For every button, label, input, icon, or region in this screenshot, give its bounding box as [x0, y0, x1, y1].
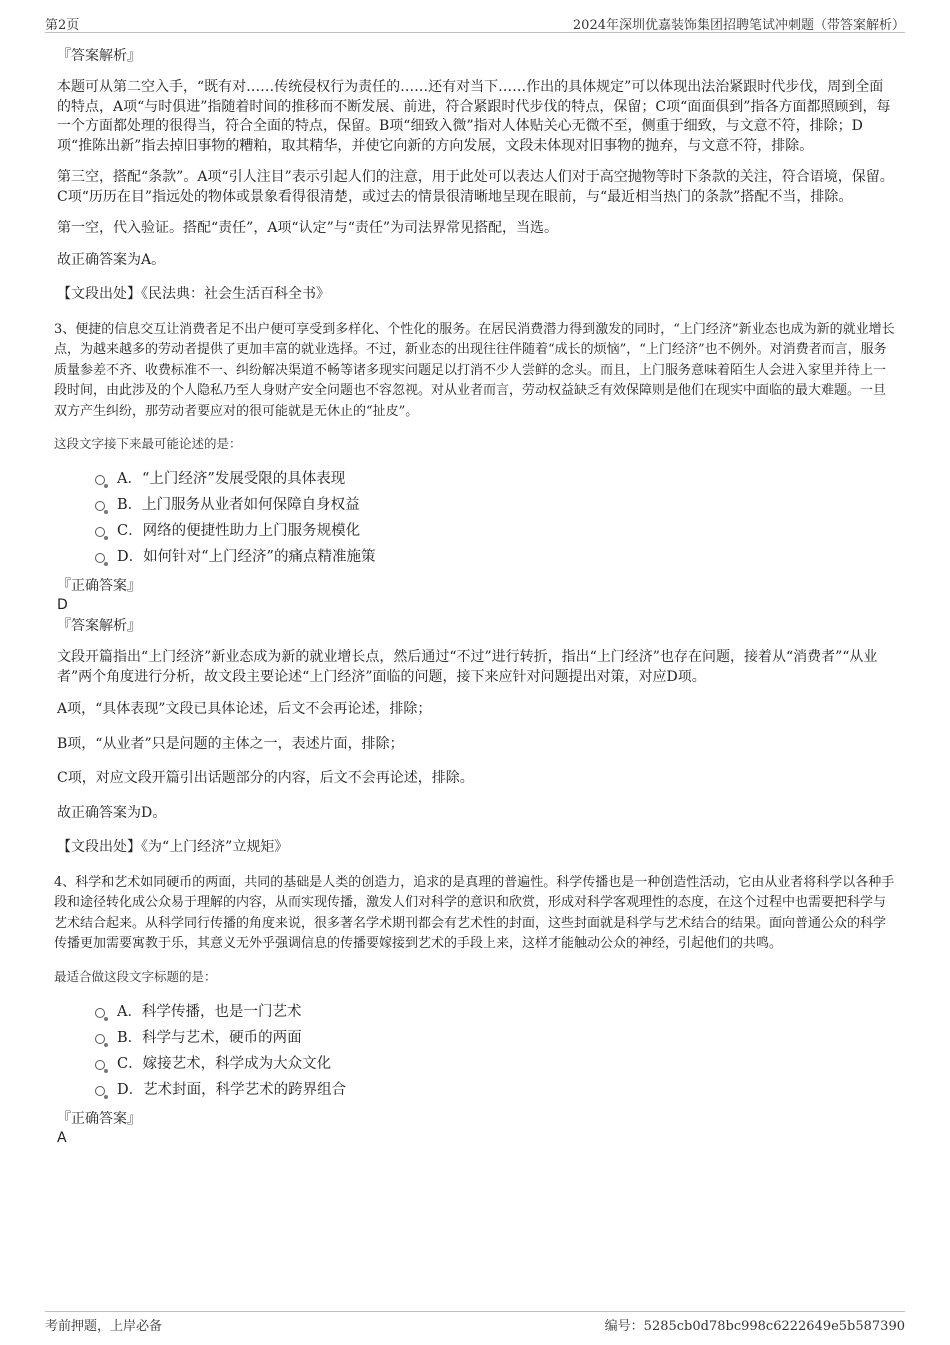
page-number: 第2页 [45, 18, 80, 33]
option-c[interactable] [95, 518, 897, 544]
option-label: B．科学与艺术，硬币的两面 [117, 1029, 302, 1046]
radio-icon[interactable] [95, 1086, 105, 1096]
option-list [95, 466, 897, 570]
analysis-conclusion: 故正确答案为A。 [57, 251, 166, 268]
correct-answer: D [57, 597, 68, 613]
radio-icon[interactable] [95, 1034, 105, 1044]
analysis-paragraph: 本题可从第二空入手，“既有对……传统侵权行为责任的……还有对当下……作出的具体规定”可以体现出法治紧跟时代步伐，周到全面的特点，A项“与时俱进”指随着时间的推移而不断发展、前进，符合紧跟时代步伐的特点，保留；C项“面面俱到”指各方面都照顾到，每一个方面都处理的很得当，符合全面的特点，保留。B项“细致入微”指对人体贴关心无微不至，侧重于细致，与文意不符，排除；D项“推陈出新”指去掉旧事物的糟粕，取其精华，并使它向新的方向发展，文段未体现对旧事物的抛弃，与文意不符，排除。 [57, 79, 891, 154]
option-label: A．科学传播，也是一门艺术 [117, 1003, 302, 1020]
option-b[interactable] [95, 492, 897, 518]
radio-icon[interactable] [95, 1008, 105, 1018]
analysis-paragraph: C项，对应文段开篇引出话题部分的内容，后文不会再论述，排除。 [57, 770, 474, 786]
question-text: 4、科学和艺术如同硬币的两面，共同的基础是人类的创造力，追求的是真理的普遍性。科学传播也是一种创造性活动，它由从业者将科学以各种手段和途径转化成公众易于理解的内容，从而实现传播，激发人们对科学的意识和欣赏，形成对科学客观理性的态度，在这个过程中也需要把科学与艺术结合起来。从科学同行传播的角度来说，很多著名学术期刊都会有艺术性的封面，这些封面就是科学与艺术结合的结果。面向普通公众的科学传播更加需要寓教于乐，其意义无外乎强调信息的传播要嫁接到艺术的手段上来，这样才能触动公众的神经，引起他们的共鸣。 [54, 874, 895, 951]
answer-label: 『正确答案』 [57, 1110, 141, 1127]
radio-icon[interactable] [95, 1060, 105, 1070]
option-label: B．上门服务从业者如何保障自身权益 [117, 497, 360, 513]
source-citation: 【文段出处】《民法典：社会生活百科全书》 [57, 286, 330, 302]
question-prompt: 这段文字接下来最可能论述的是： [54, 436, 242, 451]
option-label: C．嫁接艺术，科学成为大众文化 [117, 1055, 332, 1072]
option-a[interactable] [95, 466, 897, 492]
analysis-conclusion: 故正确答案为D。 [57, 804, 167, 821]
page-header [45, 12, 905, 33]
radio-icon[interactable] [95, 501, 105, 511]
analysis-label: 『答案解析』 [57, 618, 141, 634]
option-d[interactable] [95, 1077, 897, 1103]
question-text: 3、便捷的信息交互让消费者足不出户便可享受到多样化、个性化的服务。在居民消费潜力得到激发的同时，“上门经济”新业态也成为新的就业增长点，为越来越多的劳动者提供了更加丰富的就业选择。不过，新业态的出现往往伴随着“成长的烦恼”，“上门经济”也不例外。对消费者而言，服务质量参差不齐、收费标准不一、纠纷解决渠道不畅等诸多现实问题足以打消不少人尝鲜的念头。而且，上门服务意味着陌生人会进入家里并待上一段时间，由此涉及的个人隐私乃至人身财产安全问题也不容忽视。对从业者而言，劳动权益缺乏有效保障则是他们在现实中面临的最大难题。一旦双方产生纠纷，那劳动者要应对的很可能就是无休止的“扯皮”。 [54, 321, 895, 419]
radio-icon[interactable] [95, 527, 105, 537]
document-title: 2024年深圳优嘉装饰集团招聘笔试冲刺题（带答案解析） [572, 18, 905, 33]
document-code: 编号：5285cb0d78bc998c6222649e5b587390 [604, 1319, 905, 1334]
option-label: D．艺术封面，科学艺术的跨界组合 [117, 1081, 347, 1098]
footer-slogan: 考前押题，上岸必备 [45, 1319, 163, 1334]
analysis-paragraph: B项，“从业者”只是问题的主体之一，表述片面，排除； [57, 735, 404, 752]
question-prompt: 最适合做这段文字标题的是： [54, 968, 217, 984]
analysis-paragraph: 文段开篇指出“上门经济”新业态成为新的就业增长点，然后通过“不过”进行转折，指出“上门经济”也存在问题，接着从“消费者”“从业者”两个角度进行分析，故文段主要论述“上门经济”面临的问题，接下来应针对问题提出对策，对应D项。 [57, 649, 878, 685]
analysis-label: 『答案解析』 [57, 48, 141, 64]
option-c[interactable] [95, 1051, 897, 1077]
option-b[interactable] [95, 1025, 897, 1051]
option-d[interactable] [95, 544, 897, 570]
option-label: C．网络的便捷性助力上门服务规模化 [117, 523, 361, 539]
analysis-paragraph: 第三空，搭配“条款”。A项“引人注目”表示引起人们的注意，用于此处可以表达人们对于高空抛物等时下条款的关注，符合语境，保留。C项“历历在目”指远处的物体或景象看得很清楚，或过去的情景很清晰地呈现在眼前，与“最近相当热门的条款”搭配不当，排除。 [57, 169, 894, 205]
radio-icon[interactable] [95, 553, 105, 563]
option-a[interactable] [95, 999, 897, 1025]
radio-icon[interactable] [95, 475, 105, 485]
correct-answer: A [57, 1129, 67, 1146]
analysis-paragraph: A项，“具体表现”文段已具体论述，后文不会再论述，排除； [57, 701, 432, 717]
answer-label: 『正确答案』 [57, 578, 141, 594]
page-footer [45, 1311, 905, 1334]
option-label: A．“上门经济”发展受限的具体表现 [117, 471, 346, 487]
analysis-paragraph: 第一空，代入验证。搭配“责任”，A项“认定”与“责任”为司法界常见搭配，当选。 [57, 220, 559, 236]
option-label: D．如何针对“上门经济”的痛点精准施策 [117, 549, 376, 565]
source-citation: 【文段出处】《为“上门经济”立规矩》 [57, 839, 289, 855]
option-list [95, 999, 897, 1103]
page-content [54, 46, 897, 1147]
